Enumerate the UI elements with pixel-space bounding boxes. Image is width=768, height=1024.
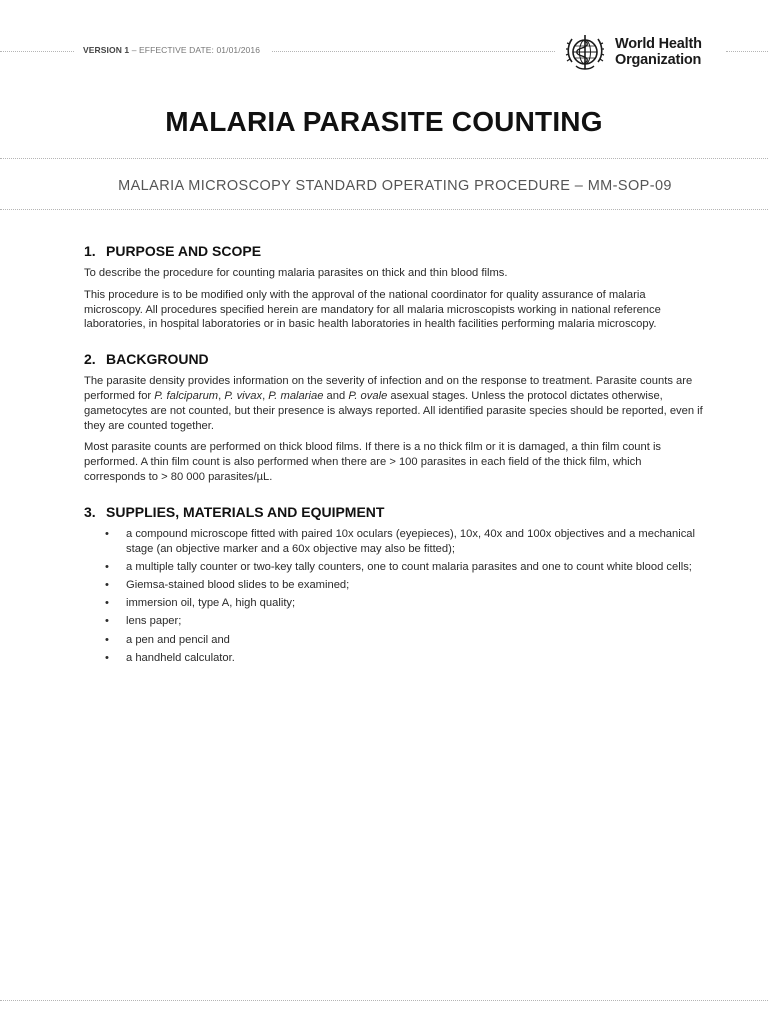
species-name: P. malariae: [268, 389, 324, 402]
section-title: BACKGROUND: [106, 351, 209, 368]
paragraph: Most parasite counts are performed on thick blood films. If there is a no thick film or it is damaged, a thin film count is performed. A thin film count is also performed when there are > 100 parasites in each field of the thick film, which corresponds to > 80 000 parasites/µL.: [84, 441, 662, 483]
section-background: [84, 350, 706, 485]
list-item: • a compound microscope fitted with paired 10x oculars (eyepieces), 10x, 40x and 100x objectives and a mechanical stage (an objective marker and a 60x objective may also be fitted);: [84, 527, 706, 557]
section-title: PURPOSE AND SCOPE: [106, 243, 262, 259]
who-emblem-icon: [562, 30, 608, 74]
section-title: SUPPLIES, MATERIALS AND EQUIPMENT: [106, 503, 385, 520]
page-subtitle: MALARIA MICROSCOPY STANDARD OPERATING PROCEDURE – MM-SOP-09: [118, 178, 672, 194]
text-run: asexual stages. Unless the protocol dictates otherwise, gametocytes are not counted, but their presence is always reported. All identified parasite species should be reported, even if they are counted together.: [84, 389, 703, 432]
page-title: MALARIA PARASITE COUNTING: [165, 106, 603, 137]
list-item: • a handheld calculator.: [84, 651, 706, 666]
footer-rule: [0, 1000, 768, 1001]
list-item: • lens paper;: [84, 614, 706, 629]
title-rule: [0, 158, 768, 159]
list-item: • Giemsa-stained blood slides to be examined;: [84, 578, 706, 593]
list-item: • a multiple tally counter or two-key tally counters, one to count malaria parasites and one to count white blood cells;: [84, 560, 706, 575]
document-body: [84, 242, 706, 683]
version-line: [83, 45, 260, 55]
logo-line-2: Organization: [615, 52, 702, 68]
paragraph: To describe the procedure for counting malaria parasites on thick and thin blood films.: [84, 267, 508, 279]
section-heading: [84, 350, 706, 368]
logo-line-1: World Health: [615, 36, 702, 52]
section-purpose-scope: [84, 242, 706, 332]
species-name: P. vivax: [224, 389, 263, 402]
text-run: ,: [262, 389, 269, 402]
logo-wordmark: [615, 36, 702, 68]
list-item: • immersion oil, type A, high quality;: [84, 596, 706, 611]
section-number: 2.: [84, 351, 96, 368]
section-heading: [84, 242, 706, 260]
species-name: P. ovale: [348, 389, 388, 402]
supplies-list: [84, 527, 706, 666]
list-item: • a pen and pencil and: [84, 633, 706, 648]
section-heading: [84, 503, 706, 521]
header-rule-right: [726, 51, 768, 52]
who-logo: [562, 30, 712, 74]
effective-date: – EFFECTIVE DATE: 01/01/2016: [131, 45, 261, 55]
paragraph: [84, 374, 706, 433]
paragraph: This procedure is to be modified only with the approval of the national coordinator for quality assurance of malaria microscopy. All procedures specified herein are mandatory for all malaria microscopists working in national reference laboratories, in hospital laboratories or in basic health laboratories in health facilities performing malaria microscopy.: [84, 288, 661, 331]
header-rule-middle: [272, 51, 555, 52]
version-label: VERSION 1: [83, 45, 130, 55]
text-run: The parasite density provides information on the severity of infection and on the response to treatment. Parasite counts are performed for: [84, 375, 693, 402]
species-name: P. falciparum: [154, 389, 219, 402]
text-run: and: [323, 389, 349, 402]
subtitle-rule: [0, 209, 768, 210]
section-number: 1.: [84, 243, 96, 259]
text-run: ,: [218, 389, 225, 402]
section-number: 3.: [84, 503, 96, 520]
section-supplies: [84, 503, 706, 666]
header-rule-left: [0, 51, 74, 52]
